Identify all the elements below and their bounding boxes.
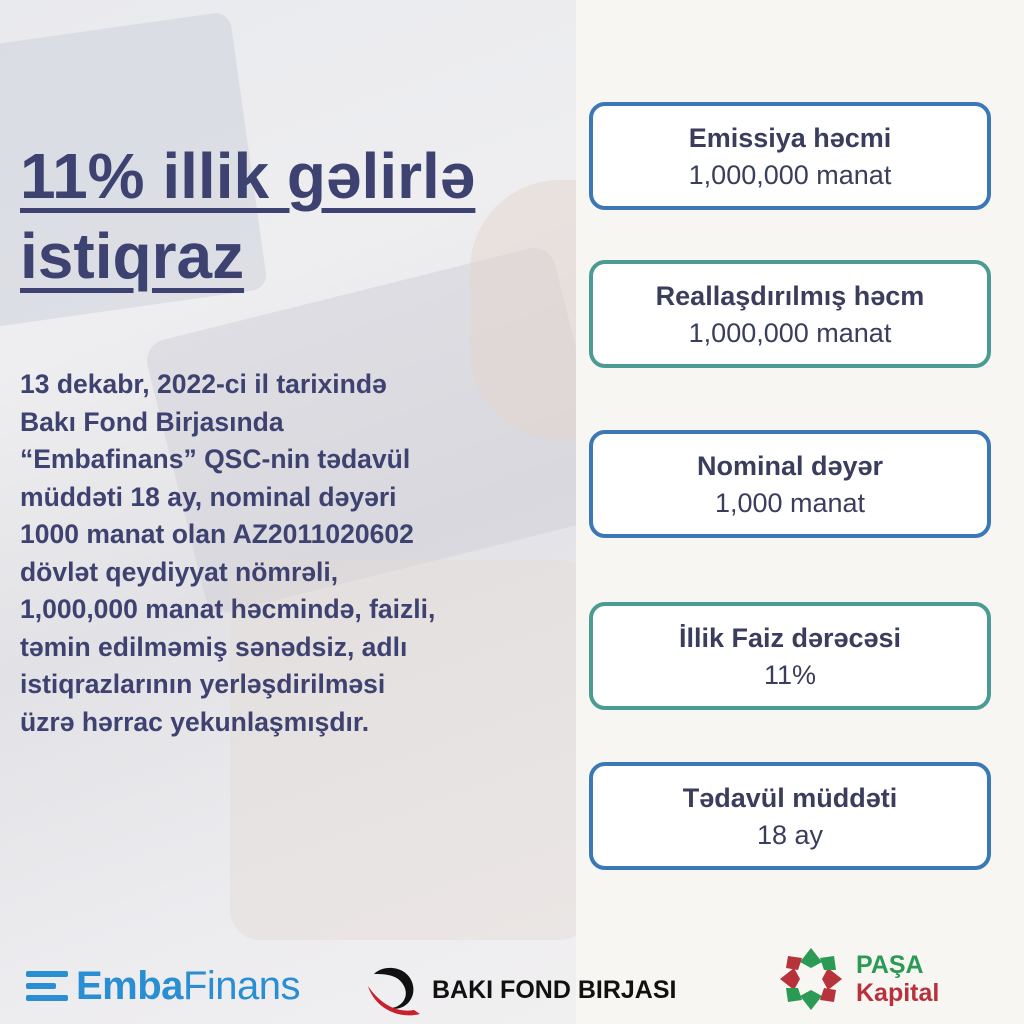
card-title: Reallaşdırılmış həcm: [655, 281, 925, 311]
pasa-emblem-icon: [778, 946, 844, 1012]
card-realized-volume: [589, 260, 991, 368]
embafinans-mark-icon: [26, 971, 68, 1001]
embafinans-logo: [26, 960, 300, 1012]
pasa-wordmark: PAŞA Kapital: [856, 951, 940, 1007]
card-title: Nominal dəyər: [696, 451, 884, 481]
bfb-swirl-icon: [366, 964, 426, 1016]
bfb-wordmark: BAKI FOND BIRJASI: [432, 975, 677, 1004]
card-value: 1,000,000 manat: [688, 160, 892, 190]
card-value: 1,000 manat: [714, 488, 866, 518]
pasa-kapital-logo: [778, 944, 939, 1014]
card-nominal-value: [589, 430, 991, 538]
page-title: 11% illik gəlirlə istiqraz: [20, 140, 476, 292]
card-circulation-period: [589, 762, 991, 870]
card-emission-volume: [589, 102, 991, 210]
card-value: 18 ay: [756, 820, 824, 850]
description-text: 13 dekabr, 2022-ci il tarixində Bakı Fond Birjasında “Embafinans” QSC-nin tədavül müddəti 18 ay, nominal dəyəri 1000 manat olan AZ2011020602 dövlət qeydiyyat nömrəli, 1,000,000 manat həcmində, faizli, təmin edilməmiş sənədsiz, adlı istiqrazlarının yerləşdirilməsi üzrə hərrac yekunlaşmışdır.: [20, 369, 436, 737]
baki-fond-birjasi-logo: [366, 964, 676, 1016]
card-value: 11%: [763, 660, 817, 690]
card-annual-interest-rate: [589, 602, 991, 710]
card-title: Emissiya həcmi: [688, 123, 892, 153]
card-title: İllik Faiz dərəcəsi: [678, 623, 902, 653]
embafinans-wordmark: EmbaFinans: [76, 963, 300, 1008]
card-title: Tədavül müddəti: [682, 783, 898, 813]
card-value: 1,000,000 manat: [688, 318, 892, 348]
